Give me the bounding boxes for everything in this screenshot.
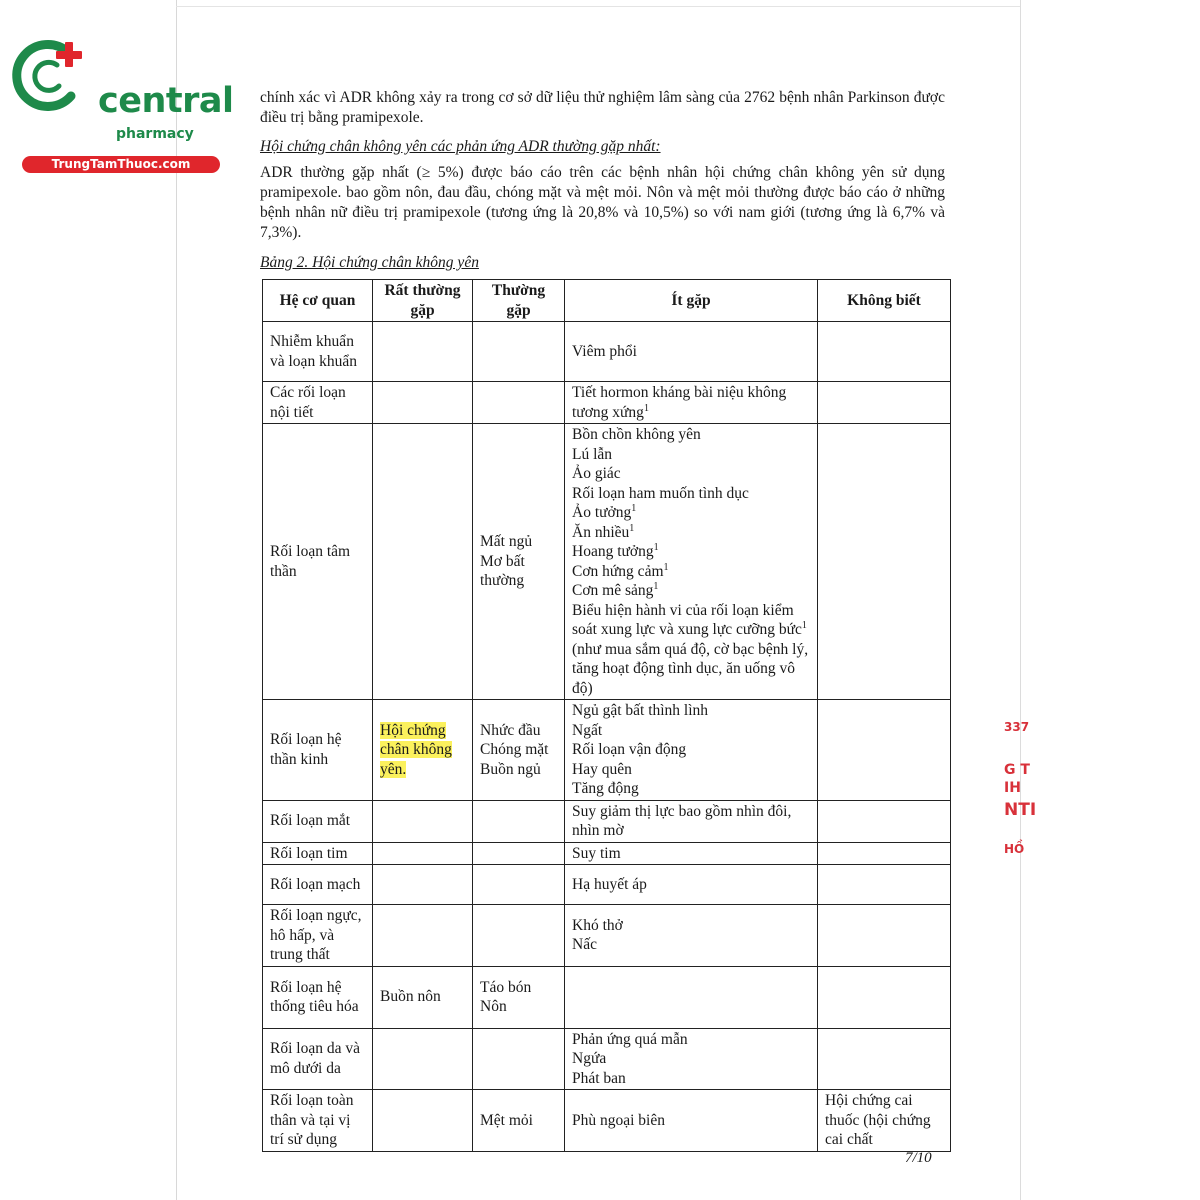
item-text: Hoang tưởng [572, 543, 654, 560]
uncommon-cell-item [572, 935, 810, 955]
unknown-cell [818, 800, 951, 842]
common-cell-item [480, 978, 557, 998]
organ-system-cell: Nhiễm khuẩn và loạn khuẩn [263, 322, 373, 382]
very-common-cell [373, 865, 473, 905]
central-pharmacy-logo[interactable] [10, 38, 234, 171]
item-text: Suy giảm thị lực bao gồm nhìn đôi, nhìn mờ [572, 802, 792, 839]
table-row [263, 842, 951, 865]
unknown-cell [818, 842, 951, 865]
page-number: 7/10 [905, 1150, 932, 1166]
common-cell-item [480, 1111, 557, 1131]
uncommon-cell-item [572, 342, 810, 362]
unknown-cell [818, 424, 951, 700]
uncommon-cell-item [572, 523, 810, 543]
uncommon-cell-item [572, 1030, 810, 1050]
very-common-cell [373, 700, 473, 801]
logo-website-badge: TrungTamThuoc.com [22, 156, 220, 173]
item-text: Tăng động [572, 780, 639, 797]
item-text: Nấc [572, 936, 597, 954]
very-common-cell [373, 322, 473, 382]
uncommon-cell-item [572, 721, 810, 741]
unknown-cell [818, 905, 951, 967]
item-text: Tiết hormon kháng bài niệu không tương xứng [572, 384, 787, 421]
uncommon-cell-item [572, 802, 810, 841]
uncommon-cell-item [572, 875, 810, 895]
item-text: Hội chứng chân không yên. [380, 721, 452, 778]
item-text: Ngất [572, 721, 603, 739]
item-text: Rối loạn vận động [572, 741, 687, 758]
very-common-cell [373, 800, 473, 842]
item-text: Phản ứng quá mẫn [572, 1030, 688, 1048]
unknown-cell [818, 700, 951, 801]
adr-table [262, 279, 951, 1152]
footnote-marker: 1 [653, 580, 659, 592]
section-heading: Hội chứng chân không yên các phản ứng ADR thường gặp nhất: [260, 138, 661, 155]
item-text: Chóng mặt [480, 741, 549, 758]
logo-subtitle: pharmacy [116, 126, 194, 142]
unknown-cell [818, 966, 951, 1028]
footnote-marker: 1 [629, 522, 635, 534]
common-cell [473, 322, 565, 382]
uncommon-cell-item [572, 916, 810, 936]
very-common-cell [373, 1028, 473, 1090]
table-body [263, 322, 951, 1152]
item-text: Hay quên [572, 760, 632, 778]
pharmacy-cross-logo-icon [10, 38, 94, 118]
uncommon-cell-item [572, 464, 810, 484]
item-text: Ảo tưởng [572, 504, 632, 521]
item-text: Mất ngủ [480, 533, 533, 551]
uncommon-cell-item [572, 1069, 810, 1089]
header-common: Thường gặp [473, 280, 565, 322]
table-row [263, 1090, 951, 1152]
item-text: Hạ huyết áp [572, 875, 647, 893]
item-text: Khó thở [572, 916, 623, 934]
very-common-cell-item [380, 987, 465, 1007]
table-row [263, 700, 951, 801]
uncommon-cell-item [572, 740, 810, 760]
uncommon-cell-item [572, 503, 810, 523]
item-text: Rối loạn ham muốn tình dục [572, 484, 749, 502]
uncommon-cell-item [572, 844, 810, 864]
table-row [263, 905, 951, 967]
item-text: Ngủ gật bất thình lình [572, 702, 709, 719]
item-text: Táo bón [480, 978, 532, 996]
footnote-marker: 1 [643, 402, 649, 414]
uncommon-cell [565, 322, 818, 382]
common-cell-item [480, 997, 557, 1017]
item-text: Mệt mỏi [480, 1111, 533, 1129]
uncommon-cell [565, 424, 818, 700]
item-text: Hội chứng cai thuốc (hội chứng cai chất [825, 1092, 931, 1149]
table-row [263, 322, 951, 382]
common-cell [473, 1090, 565, 1152]
organ-system-cell: Rối loạn toàn thân và tại vị trí sử dụng [263, 1090, 373, 1152]
header-unknown: Không biết [818, 280, 951, 322]
common-cell-item [480, 740, 557, 760]
table-row [263, 865, 951, 905]
common-cell [473, 905, 565, 967]
adr-paragraph: ADR thường gặp nhất (≥ 5%) được báo cáo trên các bệnh nhân hội chứng chân không yên sử dụng pramipexole. bao gồm nôn, đau đầu, chóng mặt và mệt mỏi. Nôn và mệt mỏi thường được báo cáo ở những bệnh nhân nữ điều trị pramipexole (tương ứng là 20,8% và 10,5%) so với nam giới (tương ứng là 6,7% và 7,3%). [260, 164, 945, 241]
item-text: Phù ngoại biên [572, 1111, 665, 1129]
table-header-row [263, 280, 951, 322]
uncommon-cell [565, 966, 818, 1028]
uncommon-cell-item [572, 581, 810, 601]
common-cell [473, 424, 565, 700]
item-text: Suy tim [572, 844, 621, 862]
uncommon-cell-item [572, 383, 810, 422]
item-text: Buồn nôn [380, 988, 441, 1006]
unknown-cell-item [825, 1091, 943, 1150]
item-text: Viêm phổi [572, 342, 637, 360]
item-text: Bồn chồn không yên [572, 426, 701, 443]
organ-system-cell: Rối loạn mạch [263, 865, 373, 905]
unknown-cell [818, 1090, 951, 1152]
very-common-cell-item [380, 721, 465, 780]
common-cell [473, 966, 565, 1028]
table-row [263, 1028, 951, 1090]
table-row [263, 966, 951, 1028]
unknown-cell [818, 382, 951, 424]
header-organ: Hệ cơ quan [263, 280, 373, 322]
very-common-cell [373, 905, 473, 967]
item-text-continued: (như mua sắm quá độ, cờ bạc bệnh lý, tăng hoạt động tình dục, ăn uống vô độ) [572, 640, 809, 697]
stamp-text: HỒ [1004, 842, 1025, 856]
very-common-cell [373, 1090, 473, 1152]
page-right-edge [1020, 0, 1021, 1200]
table-row [263, 800, 951, 842]
item-text: Nhức đầu [480, 721, 541, 739]
organ-system-cell: Rối loạn da và mô dưới da [263, 1028, 373, 1090]
unknown-cell [818, 1028, 951, 1090]
uncommon-cell-item [572, 779, 810, 799]
common-cell [473, 700, 565, 801]
item-text: Nôn [480, 998, 507, 1015]
very-common-cell [373, 966, 473, 1028]
item-text: Ăn nhiều [572, 523, 630, 541]
footnote-marker: 1 [653, 541, 659, 553]
item-text: Lú lẫn [572, 445, 613, 463]
organ-system-cell: Rối loạn ngực, hô hấp, và trung thất [263, 905, 373, 967]
item-text: Phát ban [572, 1069, 626, 1087]
organ-system-cell: Rối loạn tim [263, 842, 373, 865]
uncommon-cell-item [572, 760, 810, 780]
uncommon-cell-item [572, 701, 810, 721]
common-cell-item [480, 552, 557, 591]
organ-system-cell: Rối loạn hệ thống tiêu hóa [263, 966, 373, 1028]
red-stamp-fragment [1004, 712, 1037, 872]
uncommon-cell [565, 905, 818, 967]
uncommon-cell-item [572, 601, 810, 699]
item-text: Mơ bất thường [480, 552, 525, 590]
common-cell [473, 382, 565, 424]
uncommon-cell [565, 800, 818, 842]
page-top-edge [176, 6, 1021, 7]
uncommon-cell-item [572, 562, 810, 582]
organ-system-cell: Rối loạn mắt [263, 800, 373, 842]
common-cell [473, 800, 565, 842]
unknown-cell [818, 865, 951, 905]
common-cell [473, 865, 565, 905]
table-row [263, 424, 951, 700]
uncommon-cell [565, 865, 818, 905]
footnote-marker: 1 [663, 561, 669, 573]
very-common-cell [373, 382, 473, 424]
footnote-marker: 1 [801, 619, 807, 631]
uncommon-cell [565, 1090, 818, 1152]
uncommon-cell-item [572, 445, 810, 465]
stamp-text: IH [1004, 780, 1021, 796]
very-common-cell [373, 424, 473, 700]
very-common-cell [373, 842, 473, 865]
logo-brand-name: central [98, 81, 234, 121]
uncommon-cell [565, 1028, 818, 1090]
uncommon-cell [565, 700, 818, 801]
table-caption: Bảng 2. Hội chứng chân không yên [260, 254, 479, 271]
intro-paragraph: chính xác vì ADR không xảy ra trong cơ sở dữ liệu thử nghiệm lâm sàng của 2762 bệnh nhân Parkinson được điều trị bằng pramipexole. [260, 89, 945, 126]
stamp-text: NTI [1004, 800, 1037, 820]
item-text: Ảo giác [572, 465, 621, 482]
common-cell-item [480, 721, 557, 741]
header-uncommon: Ít gặp [565, 280, 818, 322]
item-text: Cơn mê sảng [572, 582, 654, 599]
organ-system-cell: Rối loạn hệ thần kinh [263, 700, 373, 801]
item-text: Biểu hiện hành vi của rối loạn kiểm soát xung lực và xung lực cưỡng bức [572, 601, 802, 638]
organ-system-cell: Các rối loạn nội tiết [263, 382, 373, 424]
common-cell [473, 1028, 565, 1090]
uncommon-cell [565, 382, 818, 424]
page-left-edge [176, 0, 177, 1200]
common-cell-item [480, 760, 557, 780]
uncommon-cell-item [572, 425, 810, 445]
common-cell-item [480, 532, 557, 552]
header-very-common: Rất thường gặp [373, 280, 473, 322]
organ-system-cell: Rối loạn tâm thần [263, 424, 373, 700]
uncommon-cell-item [572, 542, 810, 562]
stamp-text: G T [1004, 762, 1030, 778]
item-text: Buồn ngủ [480, 760, 541, 778]
stamp-text: 337 [1004, 720, 1030, 734]
uncommon-cell [565, 842, 818, 865]
uncommon-cell-item [572, 1049, 810, 1069]
unknown-cell [818, 322, 951, 382]
uncommon-cell-item [572, 484, 810, 504]
footnote-marker: 1 [631, 502, 637, 514]
uncommon-cell-item [572, 1111, 810, 1131]
item-text: Ngứa [572, 1050, 607, 1067]
table-row [263, 382, 951, 424]
common-cell [473, 842, 565, 865]
item-text: Cơn hứng cảm [572, 562, 664, 580]
